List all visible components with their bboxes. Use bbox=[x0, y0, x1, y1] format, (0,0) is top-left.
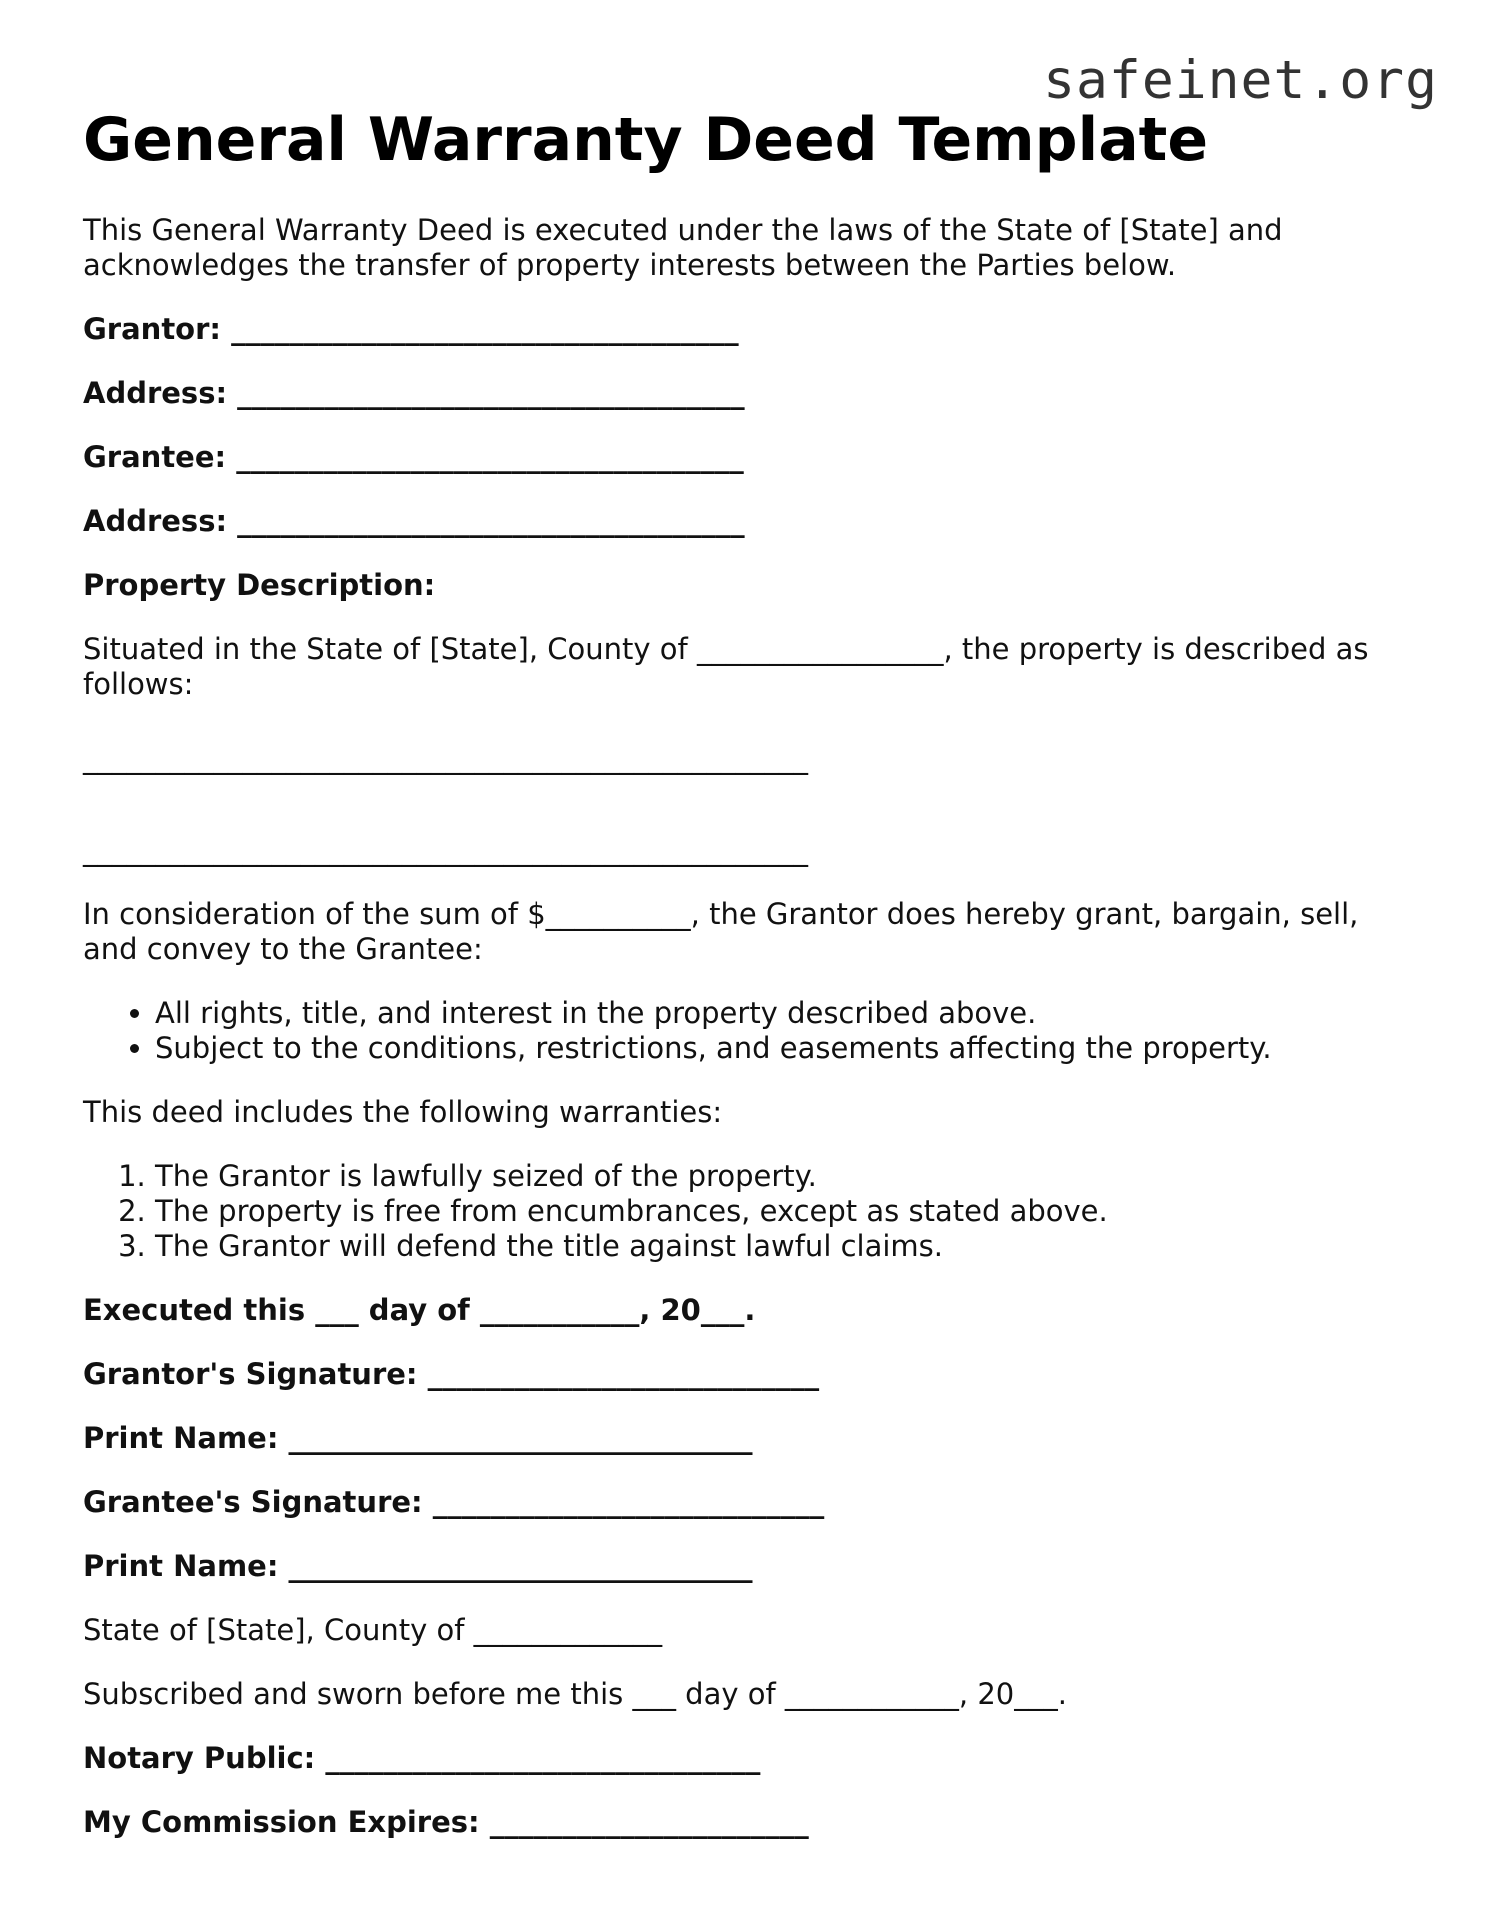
property-location-text: Situated in the State of [State], County of _________________, the property is described as follows: bbox=[83, 632, 1369, 701]
consideration-paragraph: In consideration of the sum of $__________, the Grantor does hereby grant, bargain, sell, and convey to the Grantee: bbox=[83, 897, 1359, 966]
list-item: 1. The Grantor is lawfully seized of the property. bbox=[155, 1159, 1413, 1194]
property-description-heading: Property Description: bbox=[83, 568, 436, 602]
grantee-signature-field[interactable]: Grantee's Signature: ___________________________ bbox=[83, 1485, 825, 1519]
list-item: 3. The Grantor will defend the title against lawful claims. bbox=[155, 1229, 1413, 1264]
grantor-address-field[interactable]: Address: ___________________________________ bbox=[83, 376, 745, 410]
warranties-list bbox=[83, 1159, 1413, 1264]
conveyance-list bbox=[83, 996, 1413, 1066]
grantee-print-name-field[interactable]: Print Name: ________________________________ bbox=[83, 1549, 753, 1583]
grantor-print-name-field[interactable]: Print Name: ________________________________ bbox=[83, 1421, 753, 1455]
document-title: General Warranty Deed Template bbox=[83, 105, 1209, 175]
description-line-2[interactable]: __________________________________________________ bbox=[83, 833, 808, 867]
grantor-field[interactable]: Grantor: ___________________________________ bbox=[83, 312, 739, 346]
notary-subscribed-line[interactable]: Subscribed and sworn before me this ___ day of ____________, 20___. bbox=[83, 1677, 1067, 1711]
grantee-address-field[interactable]: Address: ___________________________________ bbox=[83, 504, 745, 538]
list-item: • Subject to the conditions, restrictions, and easements affecting the property. bbox=[155, 1031, 1413, 1066]
description-line-1[interactable]: __________________________________________________ bbox=[83, 741, 808, 775]
intro-paragraph: This General Warranty Deed is executed under the laws of the State of [State] and acknowledges the transfer of property interests between the Parties below. bbox=[83, 213, 1283, 282]
notary-state-county[interactable]: State of [State], County of _____________ bbox=[83, 1613, 663, 1647]
list-item: • All rights, title, and interest in the property described above. bbox=[155, 996, 1413, 1031]
commission-expires-field[interactable]: My Commission Expires: ______________________ bbox=[83, 1805, 809, 1839]
watermark: safeinet.org bbox=[1043, 50, 1438, 111]
grantor-signature-field[interactable]: Grantor's Signature: ___________________________ bbox=[83, 1357, 820, 1391]
document-page bbox=[83, 105, 1413, 1869]
grantee-field[interactable]: Grantee: ___________________________________ bbox=[83, 440, 744, 474]
list-item: 2. The property is free from encumbrances, except as stated above. bbox=[155, 1194, 1413, 1229]
notary-public-field[interactable]: Notary Public: ______________________________ bbox=[83, 1741, 761, 1775]
warranties-intro: This deed includes the following warranties: bbox=[83, 1095, 723, 1129]
execution-date-field[interactable]: Executed this ___ day of ___________, 20___. bbox=[83, 1293, 756, 1327]
